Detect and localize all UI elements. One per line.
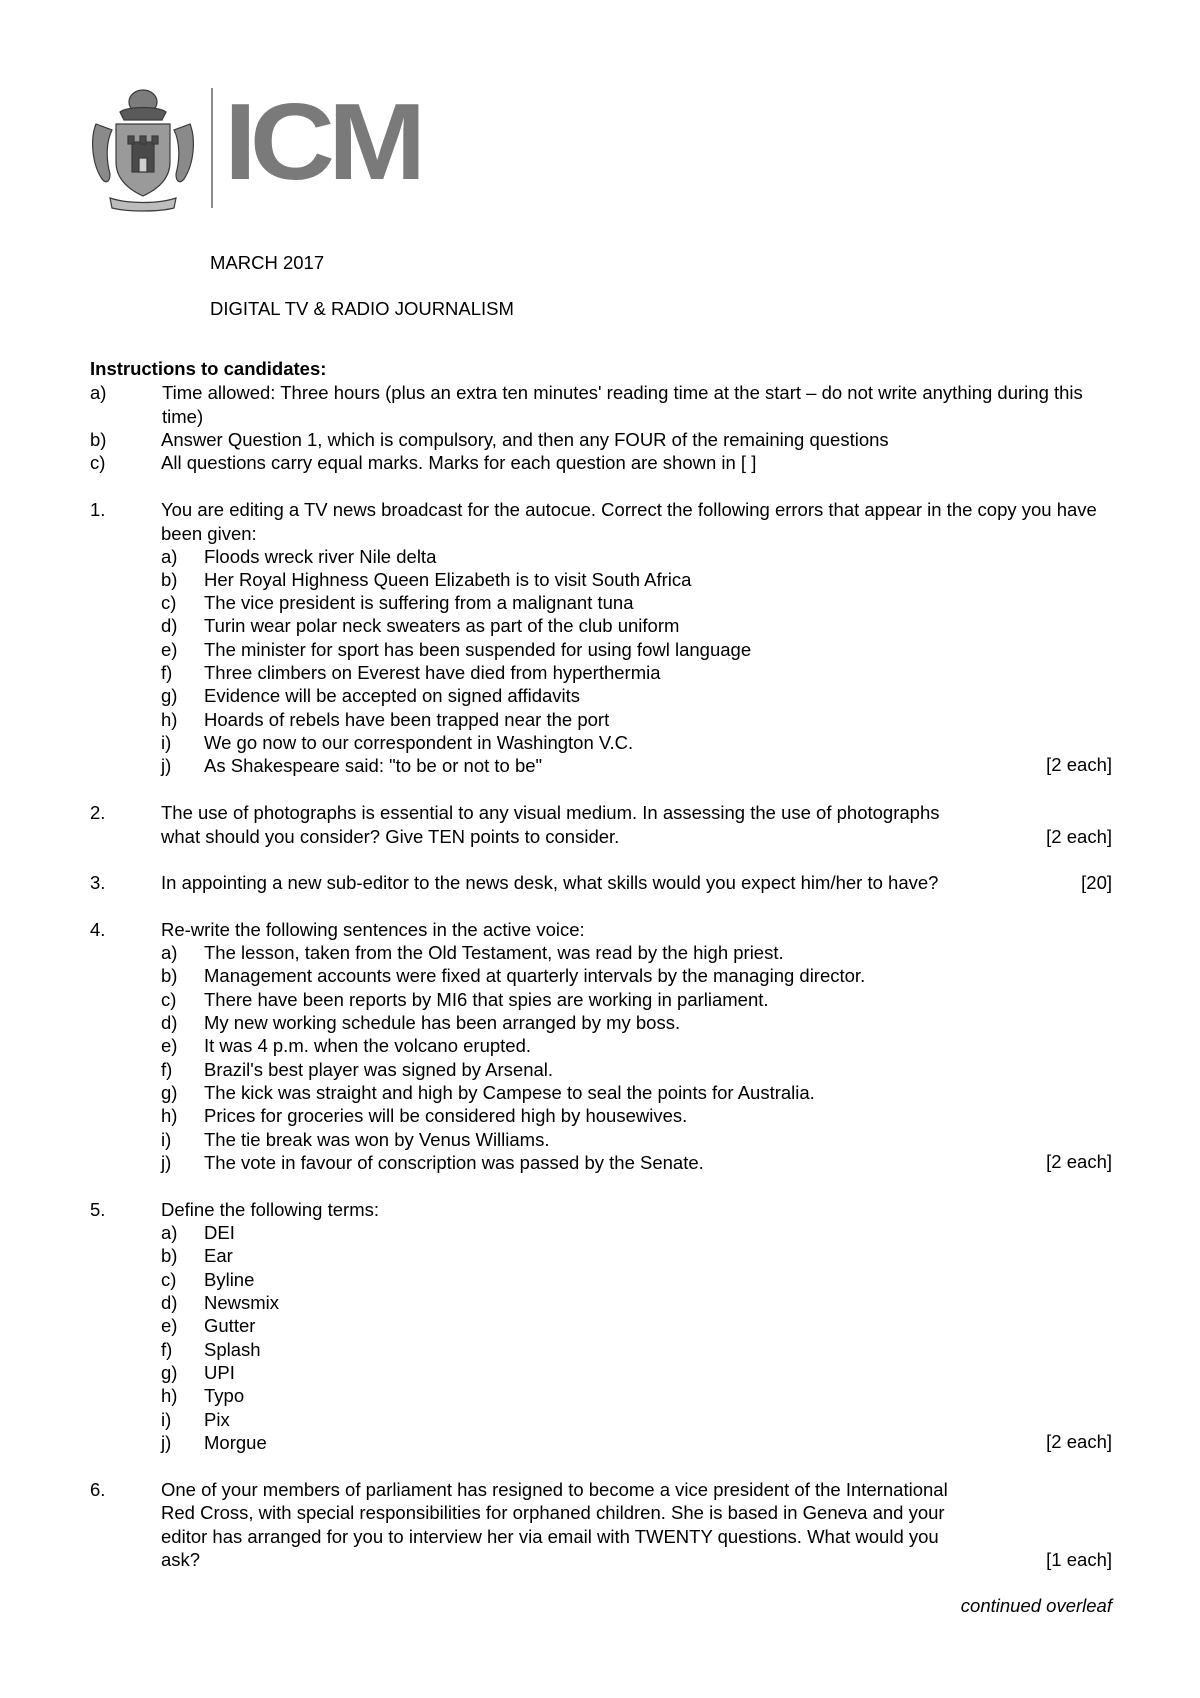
item-text: Prices for groceries will be considered high by housewives. (204, 1105, 688, 1126)
item-label: g) (161, 1082, 178, 1103)
item-text: Ear (204, 1245, 233, 1266)
item-label: a) (161, 1222, 178, 1243)
exam-subject: DIGITAL TV & RADIO JOURNALISM (210, 298, 514, 319)
item-label: c) (161, 592, 177, 613)
instruction-text: All questions carry equal marks. Marks for each question are shown in [ ] (161, 452, 757, 473)
question-number: 2. (90, 802, 106, 823)
question-marks: [20] (1081, 872, 1112, 893)
item-text: Newsmix (204, 1292, 280, 1313)
item-text: My new working schedule has been arranged by my boss. (204, 1012, 681, 1033)
question-text: what should you consider? Give TEN points to consider. (161, 826, 620, 847)
item-label: e) (161, 1315, 178, 1336)
item-text: The vote in favour of conscription was passed by the Senate. (204, 1152, 704, 1173)
item-text: There have been reports by MI6 that spies are working in parliament. (204, 989, 769, 1010)
item-label: f) (161, 1339, 173, 1360)
item-label: j) (161, 1152, 172, 1173)
instruction-label: b) (90, 429, 107, 450)
item-label: h) (161, 1105, 178, 1126)
question-marks: [2 each] (1046, 1151, 1112, 1172)
item-label: i) (161, 1409, 172, 1430)
item-label: f) (161, 662, 173, 683)
instructions-title: Instructions to candidates: (90, 358, 327, 379)
instruction-label: c) (90, 452, 106, 473)
question-marks: [1 each] (1046, 1549, 1112, 1570)
question-marks: [2 each] (1046, 826, 1112, 847)
item-label: d) (161, 1012, 178, 1033)
item-label: d) (161, 1292, 178, 1313)
item-label: j) (161, 755, 172, 776)
question-text: Red Cross, with special responsibilities for orphaned children. She is based in Geneva and your (161, 1502, 945, 1523)
question-number: 4. (90, 919, 106, 940)
item-text: UPI (204, 1362, 235, 1383)
item-label: b) (161, 569, 178, 590)
item-text: Management accounts were fixed at quarterly intervals by the managing director. (204, 965, 866, 986)
item-text: Gutter (204, 1315, 256, 1336)
item-text: Evidence will be accepted on signed affidavits (204, 685, 581, 706)
item-label: h) (161, 1385, 178, 1406)
item-text: The kick was straight and high by Campese to seal the points for Australia. (204, 1082, 815, 1103)
item-label: a) (161, 546, 178, 567)
item-text: Pix (204, 1409, 230, 1430)
question-number: 1. (90, 499, 106, 520)
question-text: editor has arranged for you to interview her via email with TWENTY questions. What would you (161, 1526, 939, 1547)
question-text: Define the following terms: (161, 1199, 379, 1220)
instruction-text: Answer Question 1, which is compulsory, and then any FOUR of the remaining questions (161, 429, 889, 450)
item-label: j) (161, 1432, 172, 1453)
question-number: 6. (90, 1479, 106, 1500)
question-marks: [2 each] (1046, 1431, 1112, 1452)
item-text: Her Royal Highness Queen Elizabeth is to visit South Africa (204, 569, 692, 590)
logo-wordmark: ICM (224, 81, 420, 203)
question-marks: [2 each] (1046, 754, 1112, 775)
question-text: One of your members of parliament has resigned to become a vice president of the International (161, 1479, 948, 1500)
item-label: i) (161, 732, 172, 753)
item-label: c) (161, 1269, 177, 1290)
item-text: Byline (204, 1269, 255, 1290)
item-label: g) (161, 1362, 178, 1383)
question-number: 5. (90, 1199, 106, 1220)
item-label: d) (161, 615, 178, 636)
item-label: i) (161, 1129, 172, 1150)
item-label: b) (161, 1245, 178, 1266)
item-label: e) (161, 1035, 178, 1056)
logo-divider (211, 88, 213, 208)
item-text: Hoards of rebels have been trapped near the port (204, 709, 610, 730)
item-text: The minister for sport has been suspended for using fowl language (204, 639, 752, 660)
continued-overleaf: continued overleaf (960, 1595, 1112, 1616)
question-text: The use of photographs is essential to any visual medium. In assessing the use of photographs (161, 802, 940, 823)
item-text: Morgue (204, 1432, 267, 1453)
item-label: g) (161, 685, 178, 706)
item-text: As Shakespeare said: "to be or not to be" (204, 755, 543, 776)
item-text: Three climbers on Everest have died from hyperthermia (204, 662, 661, 683)
item-text: Splash (204, 1339, 261, 1360)
item-text: Brazil's best player was signed by Arsenal. (204, 1059, 554, 1080)
question-text: In appointing a new sub-editor to the news desk, what skills would you expect him/her to have? (161, 872, 939, 893)
item-text: Typo (204, 1385, 245, 1406)
item-label: h) (161, 709, 178, 730)
item-text: Turin wear polar neck sweaters as part of the club uniform (204, 615, 680, 636)
question-text: You are editing a TV news broadcast for the autocue. Correct the following errors that appear in the copy you have been given: (161, 499, 1097, 544)
item-text: DEI (204, 1222, 235, 1243)
instruction-text: Time allowed: Three hours (plus an extra ten minutes' reading time at the start – do not write anything during this time) (162, 382, 1083, 427)
item-label: a) (161, 942, 178, 963)
item-label: e) (161, 639, 178, 660)
question-text: ask? (161, 1549, 201, 1570)
exam-date: MARCH 2017 (210, 252, 325, 273)
item-label: b) (161, 965, 178, 986)
instruction-label: a) (90, 382, 107, 403)
item-label: c) (161, 989, 177, 1010)
item-text: It was 4 p.m. when the volcano erupted. (204, 1035, 532, 1056)
question-1 (90, 498, 1112, 545)
question-number: 3. (90, 872, 106, 893)
item-text: The lesson, taken from the Old Testament, was read by the high priest. (204, 942, 784, 963)
item-text: We go now to our correspondent in Washington V.C. (204, 732, 634, 753)
question-text: Re-write the following sentences in the active voice: (161, 919, 585, 940)
item-text: The tie break was won by Venus Williams. (204, 1129, 550, 1150)
instruction-item (90, 381, 1112, 428)
icm-logo (88, 81, 448, 214)
item-label: f) (161, 1059, 173, 1080)
coat-of-arms-icon (88, 84, 198, 214)
item-text: The vice president is suffering from a malignant tuna (204, 592, 634, 613)
item-text: Floods wreck river Nile delta (204, 546, 437, 567)
